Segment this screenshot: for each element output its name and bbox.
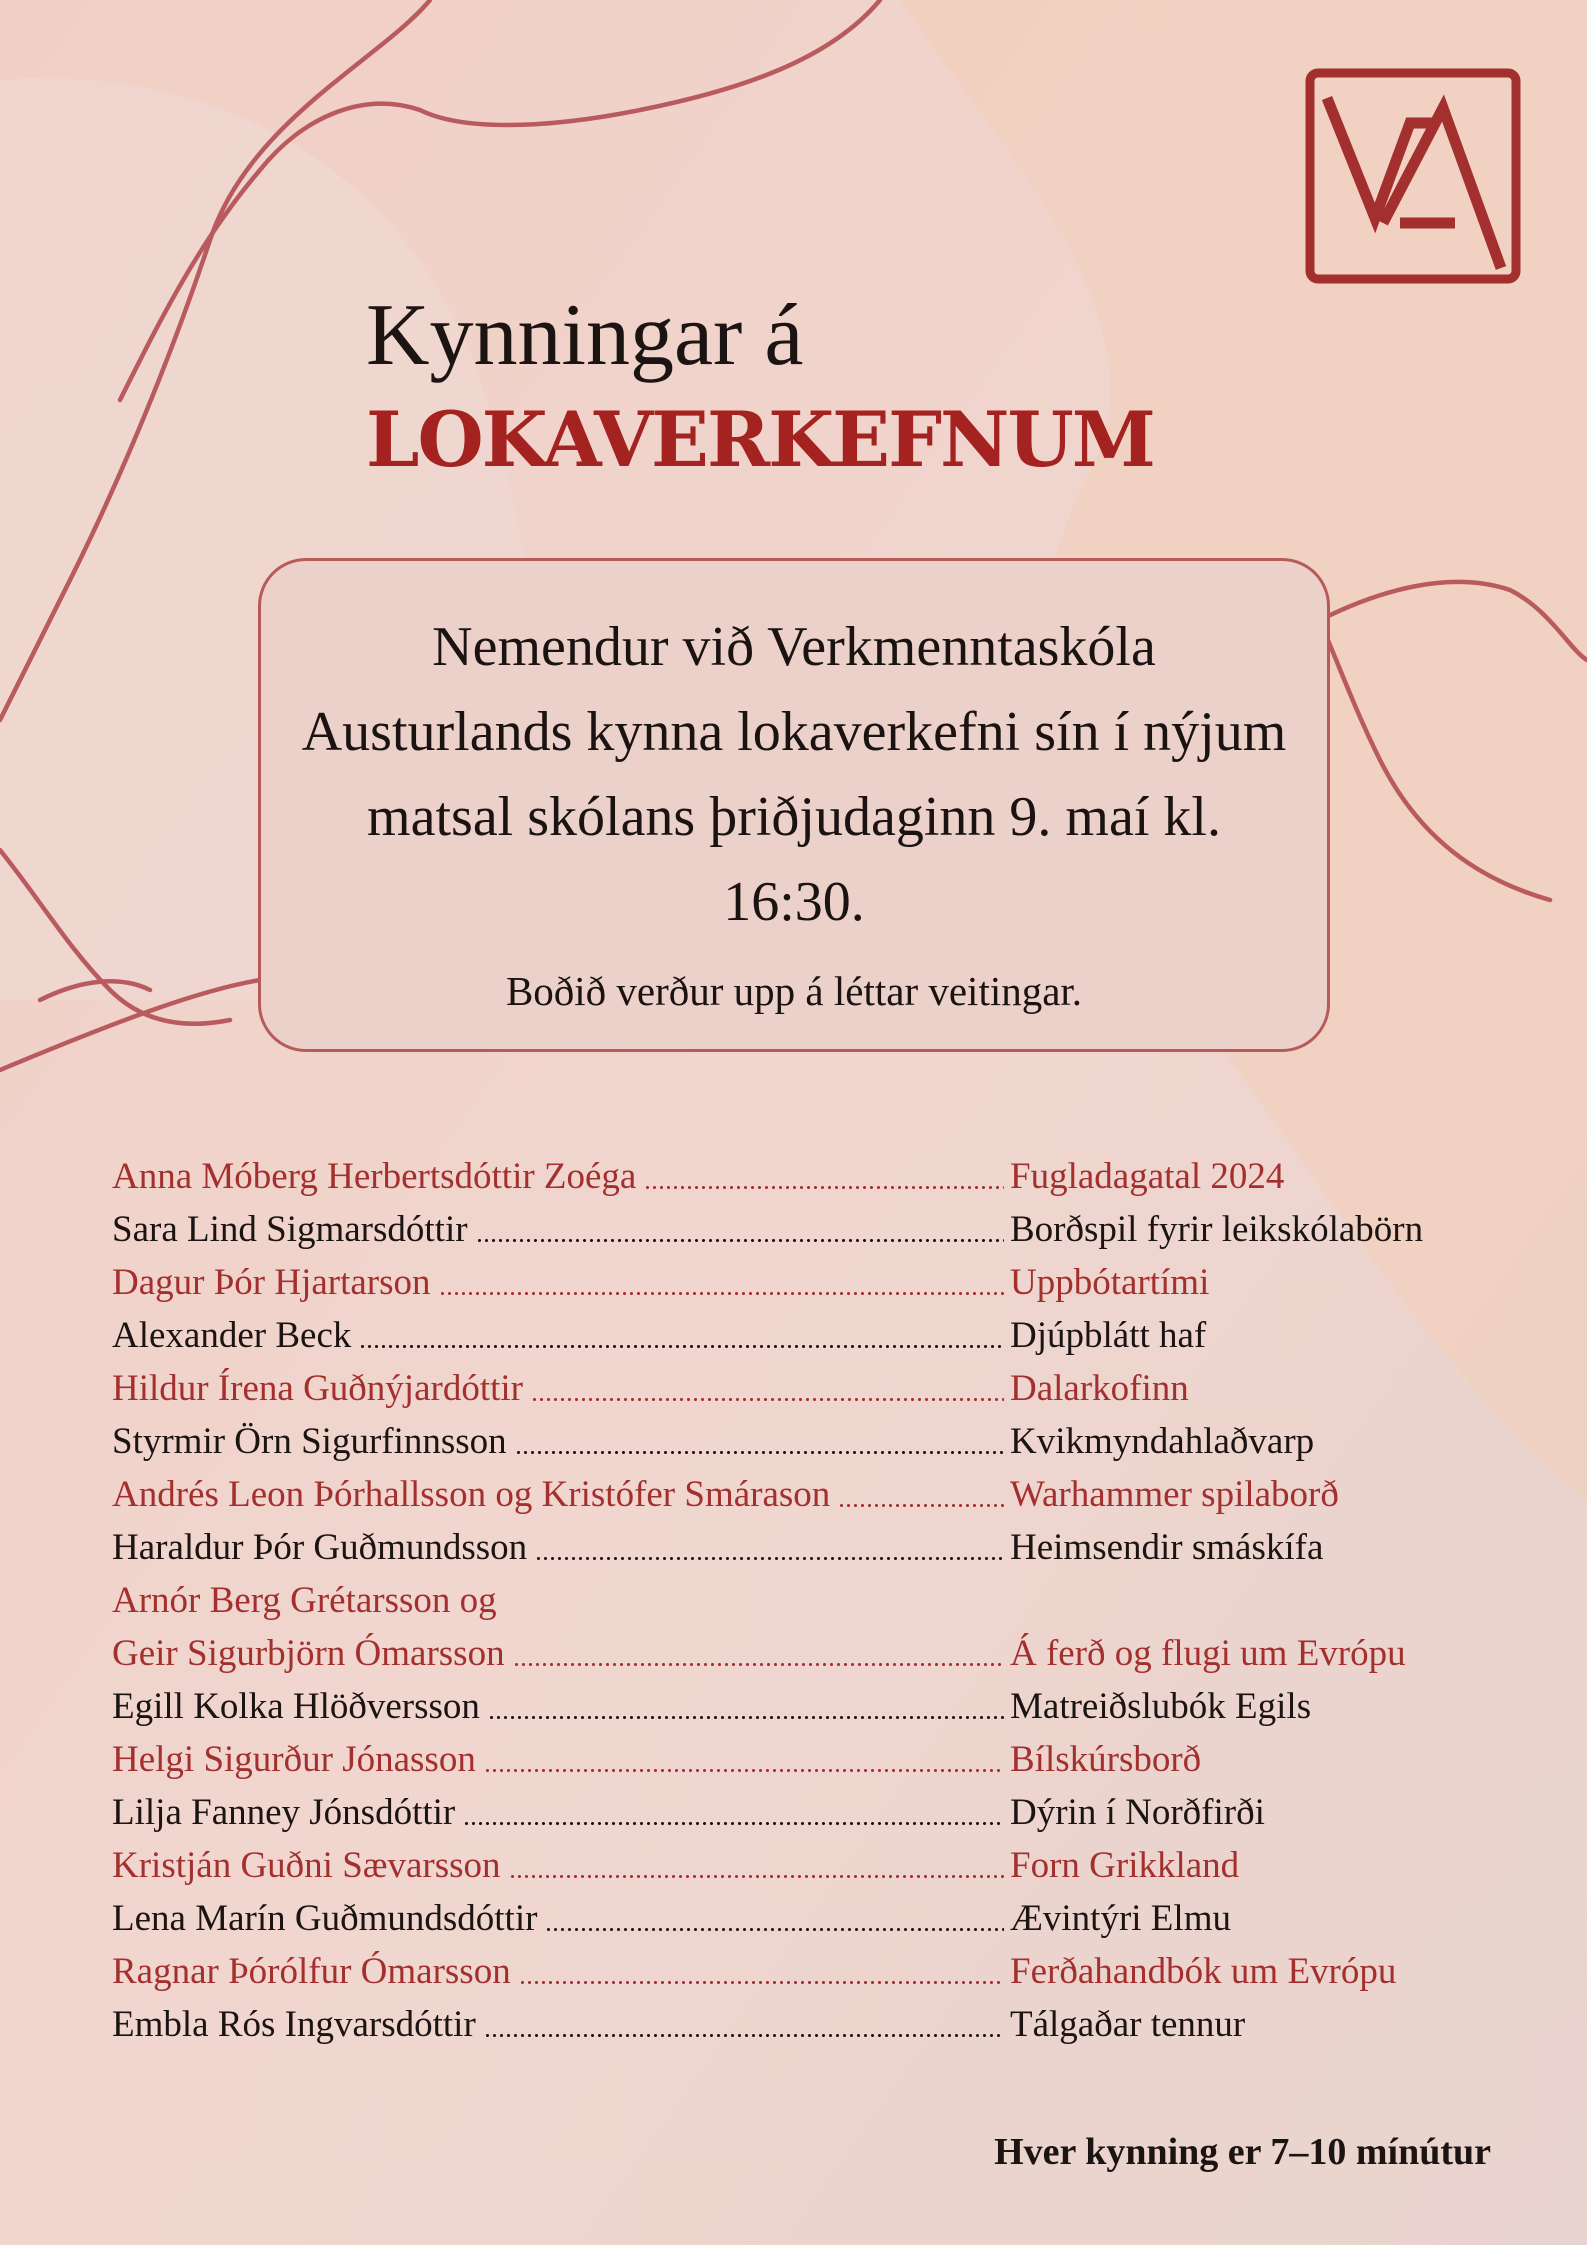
dot-leader xyxy=(509,1875,1005,1878)
list-item xyxy=(112,1998,1512,2051)
project-title: Fugladagatal 2024 xyxy=(1010,1156,1285,1197)
presentation-list xyxy=(112,1150,1512,2051)
student-name: Helgi Sigurður Jónasson xyxy=(112,1739,476,1780)
list-item xyxy=(112,1362,1512,1415)
student-name: Sara Lind Sigmarsdóttir xyxy=(112,1209,468,1250)
list-item xyxy=(112,1468,1512,1521)
project-title: Ævintýri Elmu xyxy=(1010,1898,1231,1939)
dot-leader xyxy=(463,1822,1004,1825)
project-title: Djúpblátt haf xyxy=(1010,1315,1207,1356)
project-title: Warhammer spilaborð xyxy=(1010,1474,1339,1515)
dot-leader xyxy=(439,1292,1004,1295)
dot-leader xyxy=(535,1557,1004,1560)
duration-note: Hver kynning er 7–10 mínútur xyxy=(994,2131,1491,2173)
student-name: Kristján Guðni Sævarsson xyxy=(112,1845,501,1886)
project-title: Tálgaðar tennur xyxy=(1010,2004,1246,2045)
list-item xyxy=(112,1574,1512,1627)
list-item xyxy=(112,1680,1512,1733)
student-name: Andrés Leon Þórhallsson og Kristófer Smárason xyxy=(112,1474,831,1515)
student-name: Geir Sigurbjörn Ómarsson xyxy=(112,1633,505,1674)
project-title: Dalarkofinn xyxy=(1010,1368,1189,1409)
student-name: Styrmir Örn Sigurfinnsson xyxy=(112,1421,507,1462)
list-item xyxy=(112,1150,1512,1203)
student-name: Anna Móberg Herbertsdóttir Zoéga xyxy=(112,1156,637,1197)
project-title: Uppbótartími xyxy=(1010,1262,1210,1303)
list-item xyxy=(112,1839,1512,1892)
student-name: Egill Kolka Hlöðversson xyxy=(112,1686,480,1727)
dot-leader xyxy=(838,1504,1004,1507)
student-name: Embla Rós Ingvarsdóttir xyxy=(112,2004,476,2045)
list-item xyxy=(112,1627,1512,1680)
list-item xyxy=(112,1521,1512,1574)
page-title-line-2: LOKAVERKEFNUM xyxy=(366,395,1154,484)
project-title: Á ferð og flugi um Evrópu xyxy=(1010,1633,1406,1674)
list-item xyxy=(112,1892,1512,1945)
dot-leader xyxy=(484,2034,1004,2037)
dot-leader xyxy=(545,1928,1004,1931)
project-title: Bílskúrsborð xyxy=(1010,1739,1202,1780)
project-title: Forn Grikkland xyxy=(1010,1845,1240,1886)
list-item xyxy=(112,1415,1512,1468)
project-title: Matreiðslubók Egils xyxy=(1010,1686,1312,1727)
dot-leader xyxy=(484,1769,1004,1772)
student-name: Arnór Berg Grétarsson og xyxy=(112,1580,497,1621)
project-title: Ferðahandbók um Evrópu xyxy=(1010,1951,1397,1992)
dot-leader xyxy=(519,1981,1004,1984)
announcement-text: Nemendur við Verkmenntaskóla Austurlands kynna lokaverkefni sín í nýjum matsal skólans þriðjudaginn 9. maí kl. 16:30. xyxy=(301,616,1287,933)
list-item xyxy=(112,1733,1512,1786)
dot-leader xyxy=(515,1451,1004,1454)
student-name: Alexander Beck xyxy=(112,1315,352,1356)
student-name: Hildur Írena Guðnýjardóttir xyxy=(112,1368,523,1409)
student-name: Lilja Fanney Jónsdóttir xyxy=(112,1792,456,1833)
list-item xyxy=(112,1786,1512,1839)
list-item xyxy=(112,1256,1512,1309)
student-name: Haraldur Þór Guðmundsson xyxy=(112,1527,528,1568)
page-title-line-1: Kynningar á xyxy=(366,287,804,384)
project-title: Borðspil fyrir leikskólabörn xyxy=(1010,1209,1424,1250)
dot-leader xyxy=(531,1398,1004,1401)
dot-leader xyxy=(644,1186,1004,1189)
refreshments-note: Boðið verður upp á léttar veitingar. xyxy=(505,968,1083,1014)
dot-leader xyxy=(513,1663,1004,1666)
project-title: Dýrin í Norðfirði xyxy=(1010,1792,1265,1833)
project-title: Kvikmyndahlaðvarp xyxy=(1010,1421,1315,1462)
student-name: Dagur Þór Hjartarson xyxy=(112,1262,431,1303)
list-item xyxy=(112,1309,1512,1362)
project-title: Heimsendir smáskífa xyxy=(1010,1527,1324,1568)
dot-leader xyxy=(359,1345,1004,1348)
dot-leader xyxy=(476,1239,1004,1242)
dot-leader xyxy=(488,1716,1004,1719)
student-name: Lena Marín Guðmundsdóttir xyxy=(112,1898,538,1939)
list-item xyxy=(112,1945,1512,1998)
list-item xyxy=(112,1203,1512,1256)
school-logo xyxy=(1305,68,1521,284)
announcement-box xyxy=(258,558,1330,1052)
student-name: Ragnar Þórólfur Ómarsson xyxy=(112,1951,511,1992)
